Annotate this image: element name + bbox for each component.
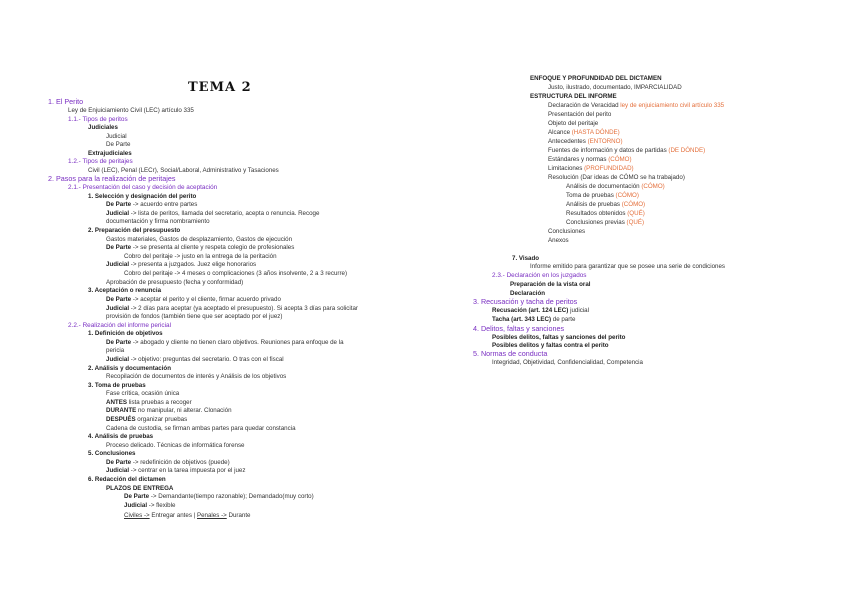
text-span: Civiles -> [124,512,150,519]
text-span: Judicial [106,356,130,363]
text-span: Conclusiones previas [566,219,627,226]
text-span: Judicial [124,502,148,509]
text-line [88,365,171,372]
text-span: Aprobación de presupuesto (fecha y conformidad) [106,279,244,286]
text-line [566,219,644,226]
text-span: Posibles delitos, faltas y sanciones del perito [492,334,626,341]
text-span: lista pruebas a recoger [126,399,192,406]
text-span: -> flexible [147,502,176,509]
text-line [548,228,585,235]
text-span: Limitaciones [548,165,585,172]
text-line [88,150,132,157]
section-heading [68,322,171,329]
text-span: Cadena de custodia, se firman ambas partes para quedar constancia [106,425,296,432]
text-line [548,111,611,118]
text-span: Gastos materiales, Gastos de desplazamiento, Gastos de ejecución [106,236,293,243]
text-span: De Parte [106,296,132,303]
text-span: De Parte [106,141,131,148]
text-span: -> centrar en la tarea impuesta por el juez [129,467,246,474]
text-span: ESTRUCTURA DEL INFORME [530,93,617,100]
text-span: -> 2 días para aceptar (ya aceptado el presupuesto). Si acepta 3 días para solicitar [129,305,358,312]
text-span: Cobro del peritaje -> 4 meses o complicaciones (3 años insolvente, 2 a 3 recurre) [124,270,348,277]
text-line [106,210,319,217]
text-span: 1. Definición de objetivos [88,330,163,337]
text-line [106,244,294,251]
text-span: Judiciales [88,124,118,131]
text-span: Judicial [106,261,130,268]
text-span: Cobro del peritaje -> justo en la entrega de la peritación [124,253,277,260]
text-span: (DE DÓNDE) [668,147,706,154]
text-span: Objeto del peritaje [548,120,599,127]
text-line [492,334,625,341]
text-span: (QUÉ) [626,219,645,226]
text-span: Fase crítica, ocasión única [106,390,180,397]
text-span: Posibles delitos y faltas contra el perito [492,342,609,349]
text-line [492,316,575,323]
text-line [124,253,277,260]
text-span: provisión de fondos (también tiene que ser aceptado por el juez) [106,313,283,320]
text-span: 4. Análisis de pruebas [88,433,154,440]
text-span: Fuentes de información y datos de partidas [548,147,669,154]
text-span: -> Demandante(tiempo razonable); Demandado(muy corto) [149,493,314,500]
text-span: Judicial [106,467,130,474]
text-line [106,339,344,346]
text-span: Judicial [106,305,130,312]
text-line [106,201,197,208]
text-span: DESPUÉS [106,416,136,423]
text-span: 3. Toma de pruebas [88,382,146,389]
text-line [106,313,282,320]
text-line [548,102,724,109]
text-line [106,407,232,414]
text-span: (PROFUNDIDAD) [584,165,634,172]
text-line [106,373,286,380]
text-span: DURANTE [106,407,137,414]
text-span: 1.1.- Tipos de peritos [68,116,128,123]
text-span: 1. Selección y designación del perito [88,193,197,200]
page-title: TEMA 2 [188,80,252,95]
text-span: -> aceptar el perito y el cliente, firmar acuerdo privado [131,296,281,303]
text-line [492,359,643,366]
text-line [124,493,314,500]
text-span: no manipular, ni alterar. Clonación [136,407,232,414]
text-line [106,416,187,423]
text-line [106,459,230,466]
text-line [512,255,539,262]
text-span: Integridad, Objetividad, Confidencialidad, Competencia [492,359,643,366]
text-span: -> acuerdo entre partes [131,201,198,208]
text-span: 2.2.- Realización del informe pericial [68,322,172,329]
text-span: -> presenta a juzgados. Juez elige honorarios [129,261,257,268]
section-heading [48,175,175,182]
text-span: -> abogado y cliente no tienen claro objetivos. Reuniones para enfoque de la [131,339,344,346]
text-line [548,138,623,145]
text-line [566,183,665,190]
text-line [566,210,645,217]
text-line [548,156,632,163]
text-span: Alcance [548,129,572,136]
text-span: De Parte [106,244,132,251]
text-span: Durante [226,512,251,519]
text-line [530,93,617,100]
text-span: De Parte [106,201,132,208]
text-line [106,347,124,354]
text-line [106,141,130,148]
text-line [124,270,347,277]
text-span: Entregar antes | [149,512,197,519]
text-span: Civil (LEC), Penal (LECr), Social/Laboral, Administrativo y Tasaciones [88,167,279,174]
text-span: Informe emitido para garantizar que se posee una serie de condiciones [530,263,726,270]
text-line [510,281,590,288]
text-line [88,287,161,294]
text-line [106,442,245,449]
text-span: Resolución (Dar ideas de CÓMO se ha trabajado) [548,174,685,181]
text-line [88,433,153,440]
text-span: 2.1.- Presentación del caso y decisión de aceptación [68,184,218,191]
text-span: Estándares y normas [548,156,609,163]
text-line [88,193,196,200]
text-span: judicial [568,307,589,314]
text-line [124,512,250,519]
section-heading [68,158,133,165]
text-span: Judicial [106,210,130,217]
text-span: Resultados obtenidos [566,210,628,217]
text-span: ENFOQUE Y PROFUNDIDAD DEL DICTAMEN [530,75,662,82]
text-span: De Parte [106,459,132,466]
section-heading [68,184,217,191]
text-span: Penales -> [196,512,227,519]
text-line [106,261,256,268]
text-span: -> lista de peritos, llamada del secretario, acepta o renuncia. Recoge [129,210,320,217]
text-span: 2.3.- Declaración en los juzgados [492,272,587,279]
text-span: Anexos [548,237,569,244]
text-span: 5. Normas de conducta [473,349,548,358]
text-span: Ley de Enjuiciamiento Civil (LEC) artículo 335 [68,107,194,114]
text-span: 4. Delitos, faltas y sanciones [473,324,565,333]
text-span: Recopilación de documentos de interés y Análisis de los objetivos [106,373,287,380]
text-span: de parte [551,316,576,323]
section-heading [48,98,83,105]
text-span: 3. Aceptación o renuncia [88,287,162,294]
text-line [548,174,685,181]
text-line [88,476,166,483]
text-line [106,425,296,432]
text-span: Análisis de pruebas [566,201,622,208]
text-line [548,84,682,91]
text-line [88,382,146,389]
text-span: 2. Pasos para la realización de peritajes [48,174,176,183]
text-line [88,167,279,174]
text-line [124,502,175,509]
text-span: documentación y firma nombramiento [106,218,210,225]
text-span: 5. Conclusiones [88,450,136,457]
text-line [88,330,163,337]
text-span: Justo, ilustrado, documentado, IMPARCIALIDAD [548,84,682,91]
text-line [492,307,589,314]
text-span: PLAZOS DE ENTREGA [106,485,174,492]
text-span: -> redefinición de objetivos (puede) [131,459,230,466]
text-line [106,467,245,474]
text-span: Tacha (art. 343 LEC) [492,316,552,323]
text-span: pericia [106,347,125,354]
text-span: 2. Preparación del presupuesto [88,227,181,234]
section-heading [492,272,587,279]
text-span: Recusación (art. 124 LEC) [492,307,569,314]
text-line [530,263,725,270]
text-span: 6. Redacción del dictamen [88,476,166,483]
text-span: 1. El Perito [48,97,84,106]
text-line [566,192,639,199]
text-line [548,147,705,154]
section-heading [473,350,547,357]
text-line [106,133,127,140]
text-span: (QUÉ) [627,210,645,217]
section-heading [473,298,577,305]
text-line [106,279,243,286]
text-line [106,356,284,363]
text-span: (CÓMO) [608,156,632,163]
text-span: (CÓMO) [641,183,665,190]
text-span: 1.2.- Tipos de peritajes [68,158,133,165]
text-span: -> objetivo: preguntas del secretario. O tras con el fiscal [129,356,284,363]
text-line [68,107,194,114]
text-span: (HASTA DÓNDE) [571,129,620,136]
section-heading [473,325,564,332]
text-span: ANTES [106,399,127,406]
text-line [106,485,173,492]
text-line [106,218,210,225]
text-span: -> se presenta al cliente y respeta colegio de profesionales [131,244,295,251]
text-span: (ENTORNO) [587,138,623,145]
text-span: Declaración de Veracidad [548,102,621,109]
text-span: Preparación de la vista oral [510,281,591,288]
text-span: Conclusiones [548,228,586,235]
text-span: 3. Recusación y tacha de peritos [473,297,578,306]
text-span: (CÓMO) [621,201,646,208]
text-line [106,305,358,312]
text-line [566,201,645,208]
text-span: Antecedentes [548,138,588,145]
text-line [530,75,662,82]
text-span: Proceso delicado. Técnicas de informática forense [106,442,245,449]
text-span: Análisis de documentación [566,183,642,190]
section-heading [68,116,128,123]
text-span: De Parte [124,493,150,500]
text-span: De Parte [106,339,132,346]
text-span: Judicial [106,133,127,140]
text-span: Extrajudiciales [88,150,132,157]
text-line [88,124,118,131]
text-line [548,120,598,127]
text-span: Presentación del perito [548,111,612,118]
text-line [88,450,135,457]
text-line [106,236,292,243]
text-span: Toma de pruebas [566,192,616,199]
text-span: Declaración [510,290,546,297]
text-span: ley de enjuiciamiento civil artículo 335 [620,102,725,109]
text-span: 7. Visado [512,255,540,262]
text-line [548,165,634,172]
text-line [106,399,192,406]
text-span: organizar pruebas [135,416,188,423]
text-line [492,342,609,349]
text-line [510,290,545,297]
text-line [548,237,569,244]
text-line [106,390,179,397]
text-span: (CÓMO) [615,192,639,199]
text-line [548,129,620,136]
text-line [88,227,180,234]
text-span: 2. Análisis y documentación [88,365,171,372]
text-line [106,296,281,303]
